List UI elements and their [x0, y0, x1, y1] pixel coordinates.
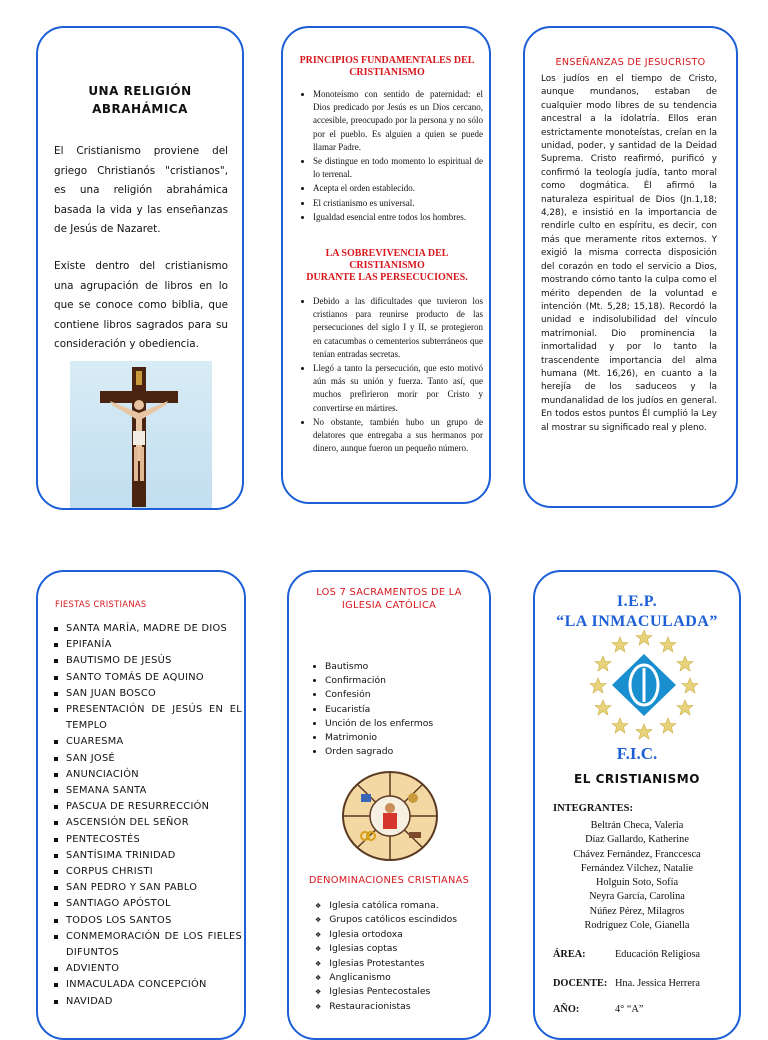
list-item: • Bautismo	[325, 660, 433, 674]
sacraments-list	[311, 660, 433, 759]
list-item: BAUTISMO DE JESÚS	[66, 653, 242, 669]
survival-list	[291, 295, 483, 456]
list-item: PRESENTACIÓN DE JESÚS EN EL TEMPLO	[66, 702, 242, 734]
list-item: NAVIDAD	[66, 994, 242, 1010]
member-name: Rodríguez Cole, Gianella	[584, 920, 690, 932]
principles-heading: PRINCIPIOS FUNDAMENTALES DEL CRISTIANISMO	[299, 55, 475, 78]
area-value: Educación Religiosa	[615, 949, 700, 960]
list-item: • Debido a las dificultades que tuvieron los cristianos para reunirse producto de las persecuciones del siglo I y II, se protegieron en catacumbas o cementerios subterráneos que tenían entradas secretas.	[313, 295, 483, 361]
list-item: ❖ Iglesias Protestantes	[315, 957, 457, 971]
member-name: Neyra García, Carolina	[589, 891, 685, 903]
list-item: • El cristianismo es universal.	[313, 197, 483, 210]
member-name: Díaz Gallardo, Katherine	[585, 834, 689, 846]
list-item: • Llegó a tanto la persecución, que esto motivó aún más su unión y fuerza. Tanto así, que muchos prefirieron morir por Cristo y convertirse en mártires.	[313, 362, 483, 415]
list-item: PENTECOSTÉS	[66, 832, 242, 848]
list-item: • Igualdad esencial entre todos los hombres.	[313, 211, 483, 224]
list-item: • Acepta el orden establecido.	[313, 182, 483, 195]
list-item: • Confesión	[325, 688, 433, 702]
area-label: ÁREA:	[553, 949, 586, 960]
list-item: TODOS LOS SANTOS	[66, 913, 242, 929]
title-line-1: UNA RELIGIÓN	[88, 84, 192, 98]
list-item: SANTA MARÍA, MADRE DE DIOS	[66, 621, 242, 637]
principles-list	[291, 88, 483, 225]
list-item: ADVIENTO	[66, 961, 242, 977]
list-item: ❖ Iglesia ortodoxa	[315, 928, 457, 942]
star-ring-logo-icon	[589, 628, 699, 740]
list-item: • No obstante, también hubo un grupo de delatores que entregaba a sus hermanos por dinero, aunque fueron un pequeño número.	[313, 416, 483, 456]
teachings-body: Los judíos en el tiempo de Cristo, aunque mundanos, estaban de cualquier modo libres de su tendencia ancestral a la idolatría. Ellos eran estrictamente monoteístas, creían en la unidad, poder, y santidad de la Deidad Suprema. Cristo reafirmó, purificó y confirmó la teología judía, tanto moral como dogmática. Él afirmó la naturaleza espiritual de Dios (Jn.1,18; 4,28), e insistió en la importancia de rendirle culto en espíritu, es decir, con más que meramente ritos externos. Y exigió la misma correcta disposición del corazón en todo el servicio a Dios, mostrando cómo tanto la culpa como el mérito dependen de la voluntad e intención (Mt. 5,28; 15,18). Recordó la unidad e indisolubilidad del vínculo matrimonial. Dio prominencia la inmortalidad y por lo tanto la trascendente importancia del alma humana (Mt. 16,26), en cuanto a la herejía de los saduceos y la mundanalidad de los judíos en general. En todos estos puntos Él cumplió la Ley al mostrar su significado real y pleno.	[541, 74, 717, 433]
member-name: Chávez Fernández, Franccesca	[573, 848, 701, 860]
list-item: • Eucaristía	[325, 703, 433, 717]
list-item: • Confirmación	[325, 674, 433, 688]
teacher-label: DOCENTE:	[553, 978, 608, 989]
list-item: ❖ Iglesias coptas	[315, 942, 457, 956]
panel1-title	[38, 82, 242, 118]
list-item: ❖ Grupos católicos escindidos	[315, 913, 457, 927]
panel-cover	[533, 570, 741, 1040]
denominations-heading: DENOMINACIONES CRISTIANAS	[308, 875, 470, 886]
panel-religion-abrahamica	[36, 26, 244, 510]
school-name-line-2: “LA INMACULADA”	[556, 613, 718, 630]
feasts-list	[52, 621, 242, 1010]
list-item: ASCENSIÓN DEL SEÑOR	[66, 815, 242, 831]
school-logo	[589, 628, 699, 740]
list-item: ❖ Iglesias Pentecostales	[315, 985, 457, 999]
panel-sacramentos	[287, 570, 491, 1040]
list-item: • Monoteísmo con sentido de paternidad: el Dios predicado por Jesús es un Dios cercano, accesible, preocupado por la persona y no sólo por el pueblo. Es alguien a quien se puede llamar Padre.	[313, 88, 483, 154]
survival-heading	[293, 248, 481, 284]
denominations-list	[315, 899, 457, 1014]
crucifix-image	[70, 361, 212, 509]
member-name: Beltrán Checa, Valeria	[590, 820, 684, 831]
list-item: • Unción de los enfermos	[325, 717, 433, 731]
members-label: INTEGRANTES:	[553, 803, 633, 814]
list-item: • Matrimonio	[325, 731, 433, 745]
list-item: ❖ Restauracionistas	[315, 1000, 457, 1014]
list-item: ❖ Anglicanismo	[315, 971, 457, 985]
year-value: 4° “A”	[615, 1004, 644, 1015]
survival-heading-line-3: DURANTE LAS PERSECUCIONES.	[306, 272, 468, 283]
list-item: SAN JUAN BOSCO	[66, 686, 242, 702]
fic-label: F.I.C.	[616, 744, 658, 763]
list-item: EPIFANÍA	[66, 637, 242, 653]
teachings-heading: ENSEÑANZAS DE JESUCRISTO	[555, 57, 706, 68]
bible-paragraph: Existe dentro del cristianismo una agrupación de libros en lo que se conoce como biblia, que contiene libros sagrados para su consideración y obediencia.	[54, 260, 228, 350]
panel-ensenanzas	[523, 26, 738, 508]
member-name: Núñez Pérez, Milagros	[589, 905, 685, 917]
list-item: CONMEMORACIÓN DE LOS FIELES DIFUNTOS	[66, 929, 242, 961]
area-row	[553, 949, 700, 960]
list-item: SANTÍSIMA TRINIDAD	[66, 848, 242, 864]
survival-heading-line-1: LA SOBREVIVENCIA DEL	[325, 248, 449, 259]
list-item: PASCUA DE RESURRECCIÓN	[66, 799, 242, 815]
subject-title: EL CRISTIANISMO	[574, 772, 700, 786]
panel-fiestas	[36, 570, 246, 1040]
intro-paragraph: El Cristianismo proviene del griego Christianós "cristianos", es una religión abrahámica basada la vida y las enseñanzas de Jesús de Nazaret.	[54, 145, 228, 235]
feasts-heading: FIESTAS CRISTIANAS	[55, 599, 147, 609]
teacher-value: Hna. Jessica Herrera	[615, 978, 700, 989]
survival-heading-line-2: CRISTIANISMO	[349, 260, 425, 271]
year-label: AÑO:	[553, 1004, 580, 1015]
teacher-row	[553, 978, 700, 989]
title-line-2: ABRAHÁMICA	[92, 102, 188, 116]
list-item: SANTIAGO APÓSTOL	[66, 896, 242, 912]
sacraments-heading-line-1: LOS 7 SACRAMENTOS DE LA	[316, 587, 462, 598]
list-item: SANTO TOMÁS DE AQUINO	[66, 670, 242, 686]
year-row	[553, 1004, 643, 1015]
sacraments-heading	[289, 586, 489, 612]
members-list	[535, 819, 739, 933]
list-item: SAN JOSÉ	[66, 751, 242, 767]
list-item: CUARESMA	[66, 734, 242, 750]
school-name-line-1: I.E.P.	[616, 593, 658, 610]
list-item: • Orden sagrado	[325, 745, 433, 759]
list-item: INMACULADA CONCEPCIÓN	[66, 977, 242, 993]
list-item: CORPUS CHRISTI	[66, 864, 242, 880]
sacraments-wheel-image	[341, 770, 439, 862]
panel-principios	[281, 26, 491, 504]
sacraments-heading-line-2: IGLESIA CATÓLICA	[341, 600, 437, 611]
list-item: ❖ Iglesia católica romana.	[315, 899, 457, 913]
member-name: Fernández Vílchez, Natalie	[580, 862, 694, 874]
list-item: • Se distingue en todo momento lo espiritual de lo terrenal.	[313, 155, 483, 181]
member-name: Holguín Soto, Sofía	[595, 877, 679, 889]
school-name	[535, 592, 739, 632]
list-item: SEMANA SANTA	[66, 783, 242, 799]
list-item: SAN PEDRO Y SAN PABLO	[66, 880, 242, 896]
list-item: ANUNCIACIÓN	[66, 767, 242, 783]
